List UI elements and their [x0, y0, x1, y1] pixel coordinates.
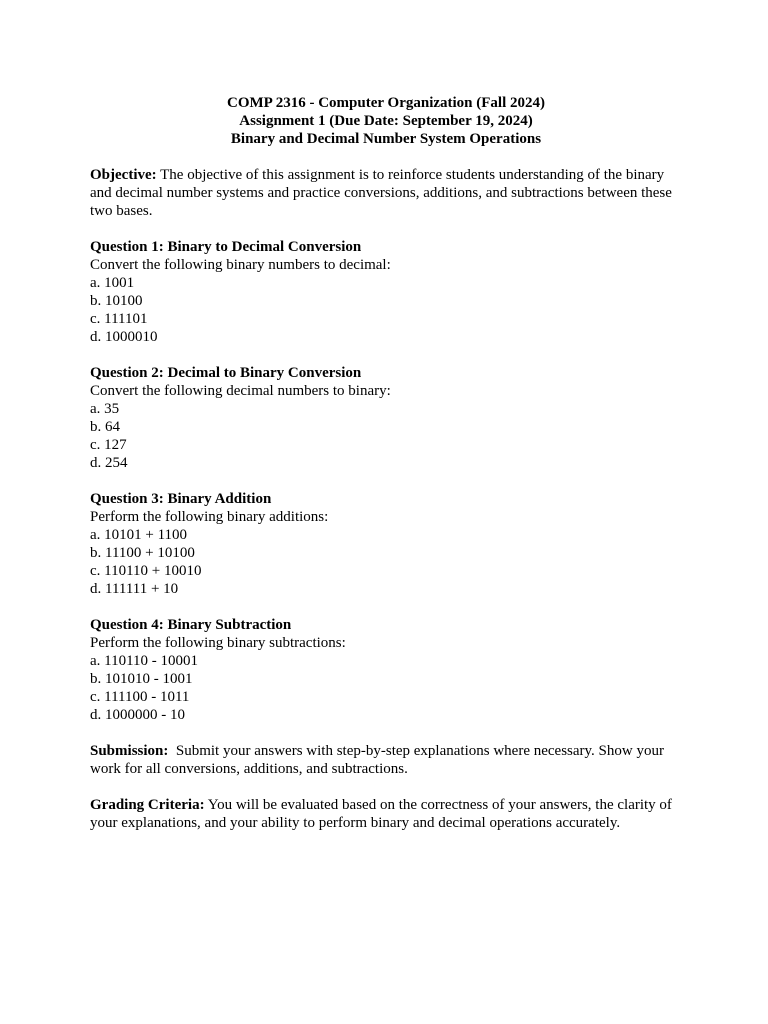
question-instruction: Perform the following binary additions:: [90, 509, 329, 525]
question-instruction: Convert the following decimal numbers to binary:: [90, 383, 391, 399]
list-item: d. 254: [90, 455, 128, 471]
grading-text: You will be evaluated based on the correctness of your answers, the clarity of your explanations, and your ability to perform binary and decimal operations accurately.: [90, 797, 672, 831]
list-item: a. 110110 - 10001: [90, 653, 199, 669]
question-2: [90, 364, 682, 472]
list-item: c. 110110 + 10010: [90, 563, 202, 579]
list-item: c. 111100 - 1011: [90, 689, 190, 705]
list-item: c. 127: [90, 437, 127, 453]
assignment-title: Assignment 1 (Due Date: September 19, 2024): [239, 113, 533, 129]
submission-label: Submission:: [90, 743, 169, 759]
objective-label: Objective:: [90, 167, 157, 183]
submission-text: Submit your answers with step-by-step explanations where necessary. Show your work for all conversions, additions, and subtractions.: [90, 743, 668, 777]
submission-paragraph: [90, 742, 682, 778]
list-item: d. 1000000 - 10: [90, 707, 185, 723]
document-page: [90, 94, 682, 832]
grading-label: Grading Criteria:: [90, 797, 205, 813]
list-item: b. 64: [90, 419, 120, 435]
question-title: Question 3: Binary Addition: [90, 491, 272, 507]
list-item: a. 1001: [90, 275, 135, 291]
list-item: d. 111111 + 10: [90, 581, 179, 597]
list-item: b. 10100: [90, 293, 143, 309]
question-title: Question 2: Decimal to Binary Conversion: [90, 365, 362, 381]
list-item: a. 35: [90, 401, 120, 417]
question-3: [90, 490, 682, 598]
course-title: COMP 2316 - Computer Organization (Fall 2024): [226, 95, 546, 111]
objective-paragraph: [90, 166, 682, 220]
list-item: d. 1000010: [90, 329, 158, 345]
question-instruction: Convert the following binary numbers to decimal:: [90, 257, 391, 273]
list-item: b. 11100 + 10100: [90, 545, 195, 561]
question-instruction: Perform the following binary subtractions:: [90, 635, 346, 651]
question-1: [90, 238, 682, 346]
list-item: b. 101010 - 1001: [90, 671, 193, 687]
grading-paragraph: [90, 796, 682, 832]
question-4: [90, 616, 682, 724]
list-item: a. 10101 + 1100: [90, 527, 188, 543]
objective-text: The objective of this assignment is to reinforce students understanding of the binary and decimal number systems and practice conversions, additions, and subtractions between these two bases.: [90, 167, 672, 219]
question-title: Question 4: Binary Subtraction: [90, 617, 292, 633]
question-title: Question 1: Binary to Decimal Conversion: [90, 239, 362, 255]
assignment-subtitle: Binary and Decimal Number System Operations: [230, 131, 542, 147]
document-header: [90, 94, 682, 148]
list-item: c. 111101: [90, 311, 148, 327]
